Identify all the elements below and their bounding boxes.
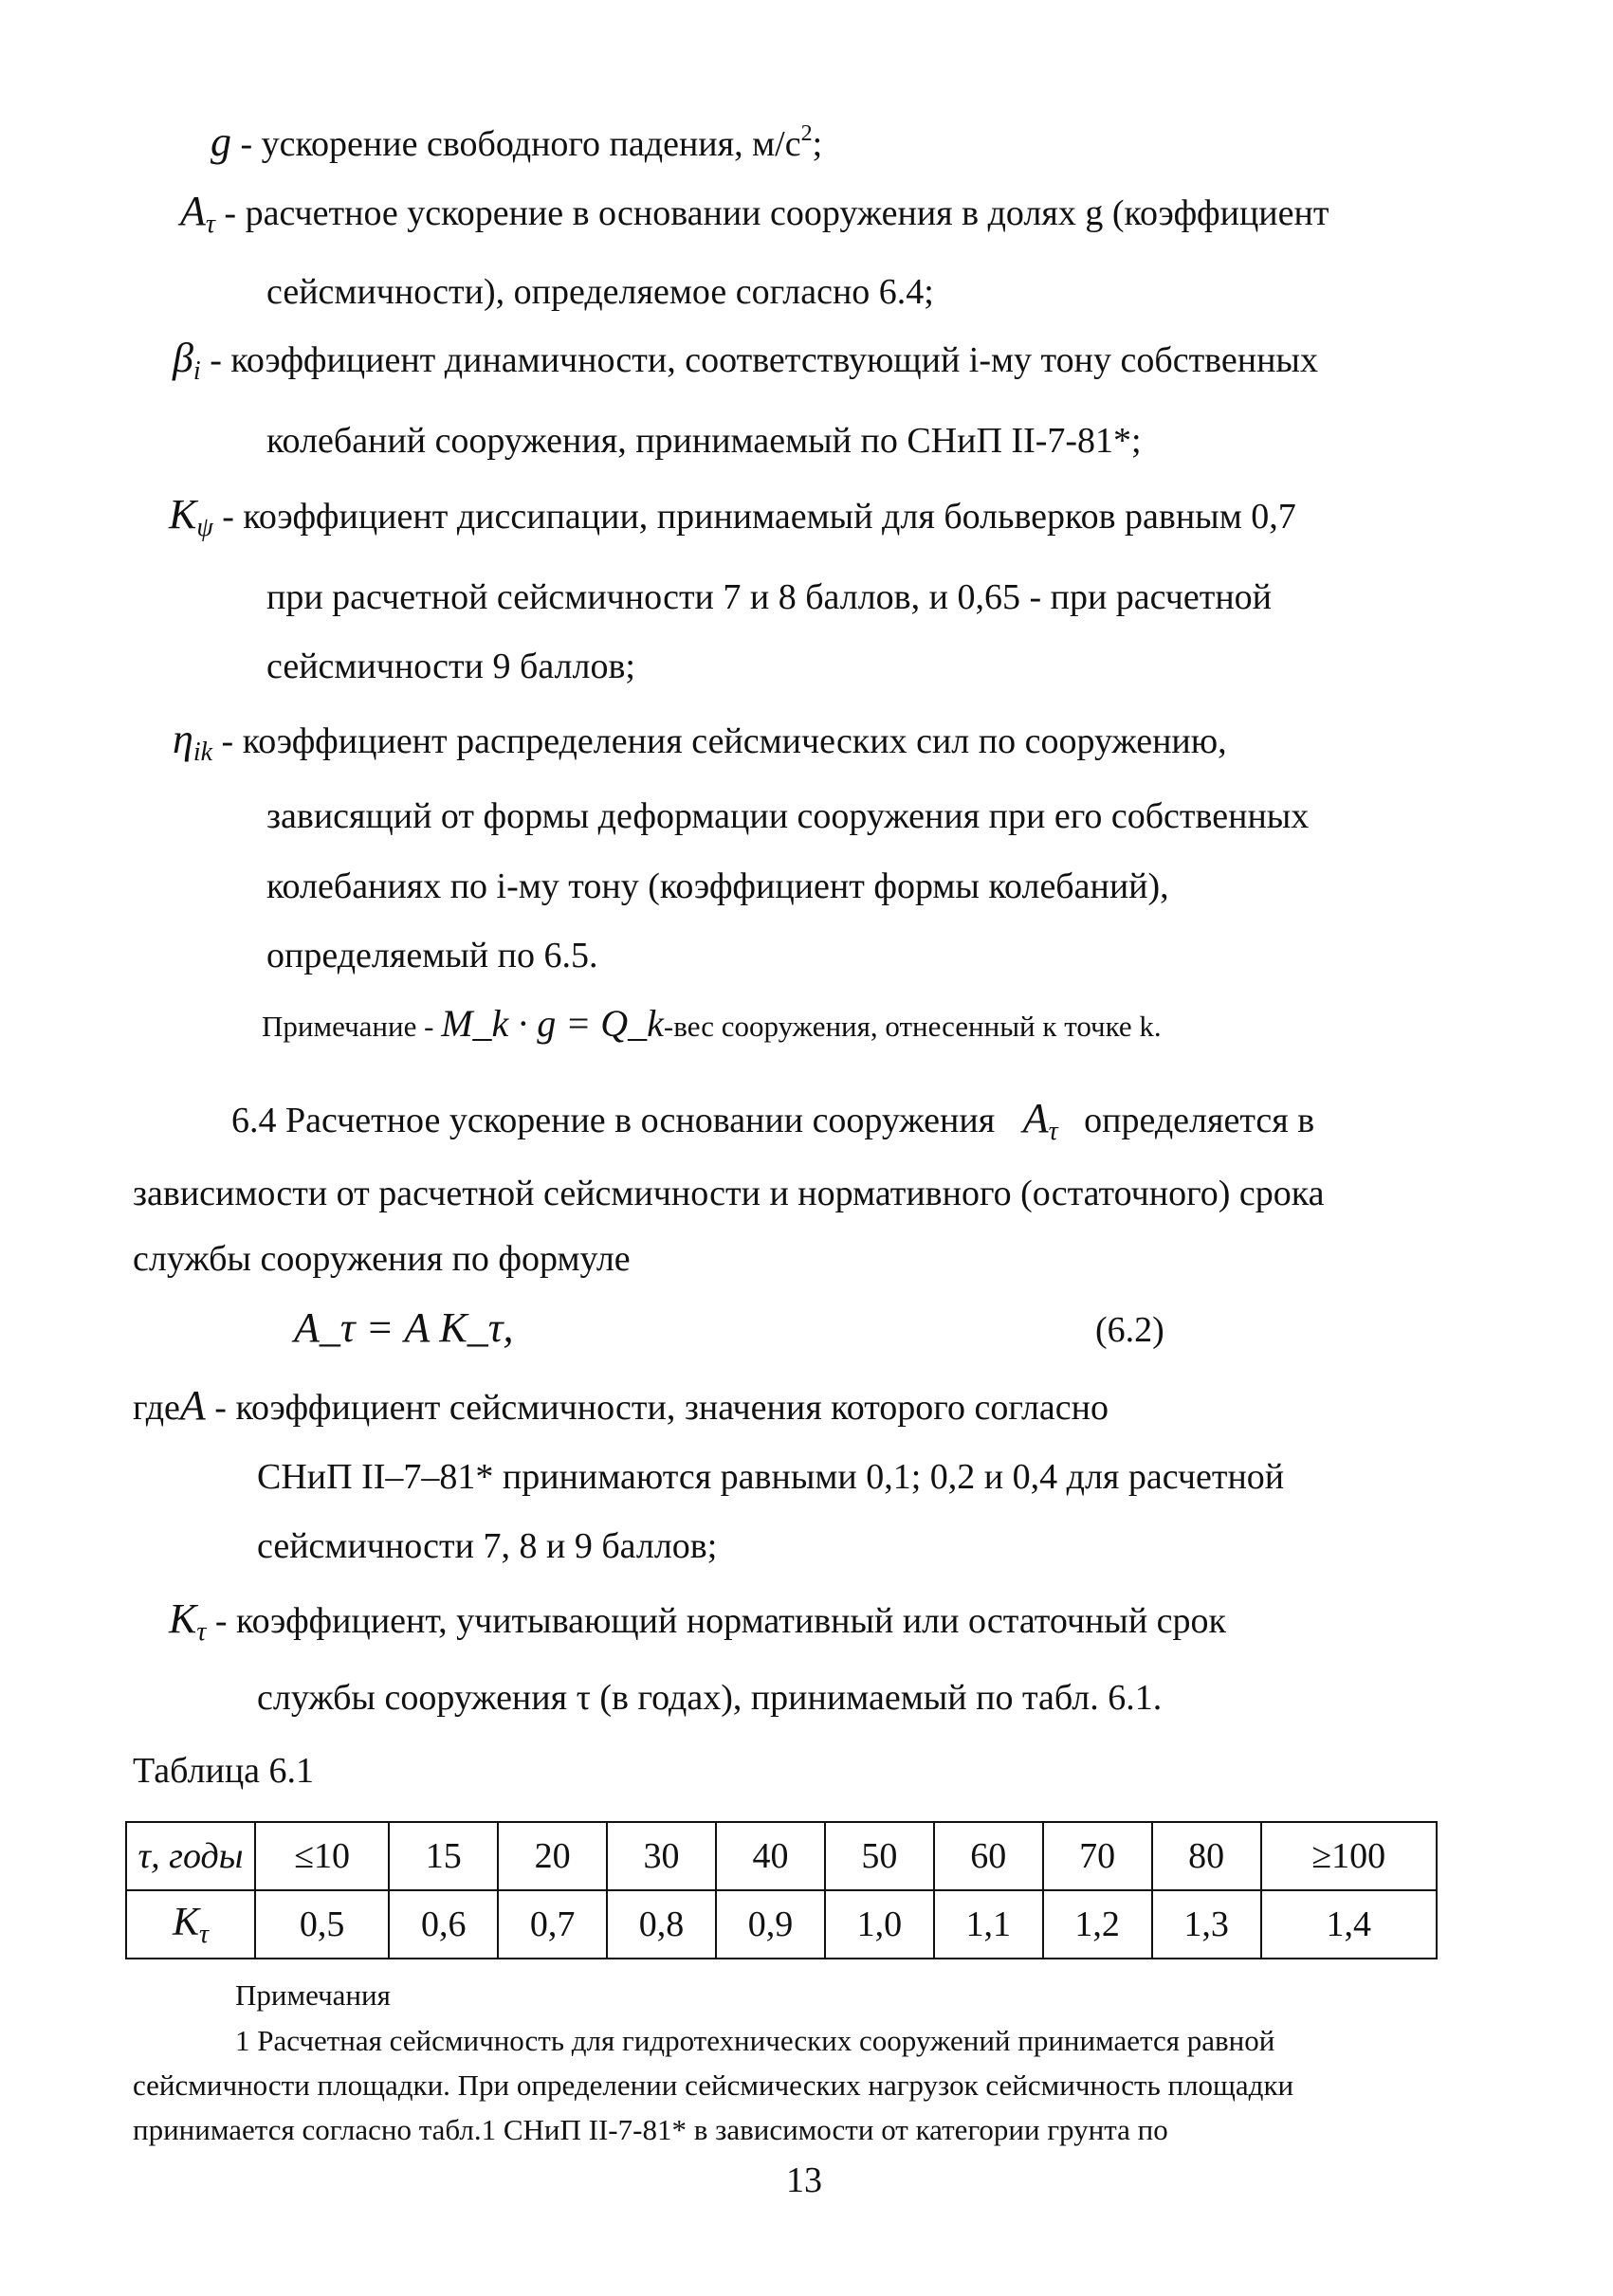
table-cell: 1,1	[934, 1890, 1043, 1959]
k-subscript: τ	[198, 1919, 210, 1949]
table-cell: 50	[825, 1822, 934, 1890]
table-cell: 0,9	[716, 1890, 825, 1959]
subscript-psi: ψ	[196, 513, 213, 542]
table-row-years	[126, 1822, 1437, 1890]
section-6-4-line1	[231, 1097, 1314, 1154]
notes-title: Примечания	[235, 1978, 391, 2012]
section-6-4-text-b: определяется в	[1084, 1101, 1315, 1140]
table-cell: 15	[389, 1822, 498, 1890]
where-k-tau-line2: службы сооружения τ (в годах), принимаемый по табл. 6.1.	[257, 1678, 1163, 1718]
symbol-g: g	[211, 118, 231, 165]
table-6-1	[125, 1821, 1438, 1959]
definition-k-psi	[169, 493, 1296, 550]
section-6-4-line2: зависимости от расчетной сейсмичности и нормативного (остаточного) срока	[133, 1174, 1325, 1213]
definition-g-end: ;	[812, 124, 823, 164]
definition-eta-ik-line2: зависящий от формы деформации сооружения при его собственных	[266, 796, 1310, 836]
table-cell: 1,0	[825, 1890, 934, 1959]
table-cell: 0,7	[498, 1890, 607, 1959]
symbol-beta: β	[173, 335, 193, 381]
table-header-years: τ, годы	[126, 1822, 255, 1890]
definition-k-psi-line2: при расчетной сейсмичности 7 и 8 баллов, и 0,65 - при расчетной	[266, 577, 1273, 617]
subscript-tau: τ	[205, 210, 215, 239]
note-text: -вес сооружения, отнесенный к точке k.	[663, 1010, 1162, 1043]
table-cell: 0,8	[607, 1890, 716, 1959]
table-cell: ≤10	[255, 1822, 389, 1890]
subscript-tau-where: τ	[196, 1617, 207, 1647]
note-formula: M_k · g = Q_k	[441, 1002, 664, 1045]
where-a	[133, 1384, 1109, 1430]
table-cell: 60	[934, 1822, 1043, 1890]
table-cell: 30	[607, 1822, 716, 1890]
symbol-a-where: A	[179, 1382, 206, 1429]
table-header-k-tau	[126, 1890, 255, 1959]
definition-g-text: - ускорение свободного падения, м/с	[240, 124, 801, 164]
subscript-i: i	[192, 356, 201, 386]
k-symbol: K	[172, 1900, 199, 1944]
note-label: Примечание -	[262, 1010, 434, 1043]
table-cell: 1,3	[1152, 1890, 1261, 1959]
where-k-tau	[169, 1597, 1226, 1654]
notes-line2: сейсмичности площадки. При определении сейсмических нагрузок сейсмичность площадки	[133, 2068, 1294, 2102]
notes-line1: 1 Расчетная сейсмичность для гидротехнических сооружений принимается равной	[235, 2024, 1275, 2057]
note-inline	[262, 1002, 1162, 1046]
definition-k-psi-line1: - коэффициент диссипации, принимаемый для больверков равным 0,7	[222, 497, 1296, 537]
symbol-a-tau-inline: $A_\tau$	[1022, 1095, 1058, 1146]
table-cell: 1,2	[1043, 1890, 1152, 1959]
symbol-eta: η	[173, 716, 193, 762]
definition-g	[211, 112, 822, 166]
where-prefix: где	[133, 1388, 180, 1428]
formula-6-2: A_τ = A K_τ,	[294, 1304, 514, 1351]
definition-eta-ik	[173, 718, 1227, 774]
symbol-k: K	[169, 491, 197, 538]
formula-number: (6.2)	[1095, 1310, 1164, 1350]
notes-line3: принимается согласно табл.1 СНиП II-7-81* в зависимости от категории грунта по	[133, 2113, 1168, 2146]
page-number: 13	[786, 2160, 822, 2200]
definition-beta-i-line2: колебаний сооружения, принимаемый по СНиП II-7-81*;	[266, 421, 1142, 461]
superscript: 2	[800, 121, 813, 146]
where-k-tau-line1: - коэффициент, учитывающий нормативный или остаточный срок	[214, 1601, 1227, 1641]
definition-a-tau-line1: - расчетное ускорение в основании сооружения в долях g (коэффициент	[224, 193, 1329, 233]
definition-beta-i	[173, 337, 1318, 393]
symbol-a: A	[180, 188, 206, 234]
table-cell: 40	[716, 1822, 825, 1890]
subscript-ik: ik	[192, 738, 213, 767]
table-cell: 0,5	[255, 1890, 389, 1959]
definition-k-psi-line3: сейсмичности 9 баллов;	[266, 647, 635, 686]
symbol-k-where: K	[169, 1595, 197, 1642]
table-cell: 20	[498, 1822, 607, 1890]
definition-eta-ik-line3: колебаниях по i-му тону (коэффициент формы колебаний),	[266, 866, 1169, 906]
definition-a-tau	[180, 190, 1329, 246]
where-a-line2: СНиП II–7–81* принимаются равными 0,1; 0,2 и 0,4 для расчетной	[257, 1457, 1285, 1497]
table-caption: Таблица 6.1	[133, 1751, 315, 1791]
table-cell: 0,6	[389, 1890, 498, 1959]
where-a-line3: сейсмичности 7, 8 и 9 баллов;	[257, 1526, 718, 1566]
where-a-line1: - коэффициент сейсмичности, значения которого согласно	[214, 1388, 1109, 1428]
section-6-4-text-a: 6.4 Расчетное ускорение в основании сооружения	[231, 1101, 996, 1140]
definition-a-tau-line2: сейсмичности), определяемое согласно 6.4;	[266, 272, 934, 312]
table-row-values	[126, 1890, 1437, 1959]
table-cell: 1,4	[1261, 1890, 1437, 1959]
definition-eta-ik-line1: - коэффициент распределения сейсмических сил по сооружению,	[221, 721, 1227, 761]
definition-beta-i-line1: - коэффициент динамичности, соответствующий i-му тону собственных	[210, 340, 1318, 380]
table-cell: 70	[1043, 1822, 1152, 1890]
definition-eta-ik-line4: определяемый по 6.5.	[266, 936, 598, 975]
table-cell: 80	[1152, 1822, 1261, 1890]
table-cell: ≥100	[1261, 1822, 1437, 1890]
section-6-4-line3: службы сооружения по формуле	[133, 1239, 631, 1279]
